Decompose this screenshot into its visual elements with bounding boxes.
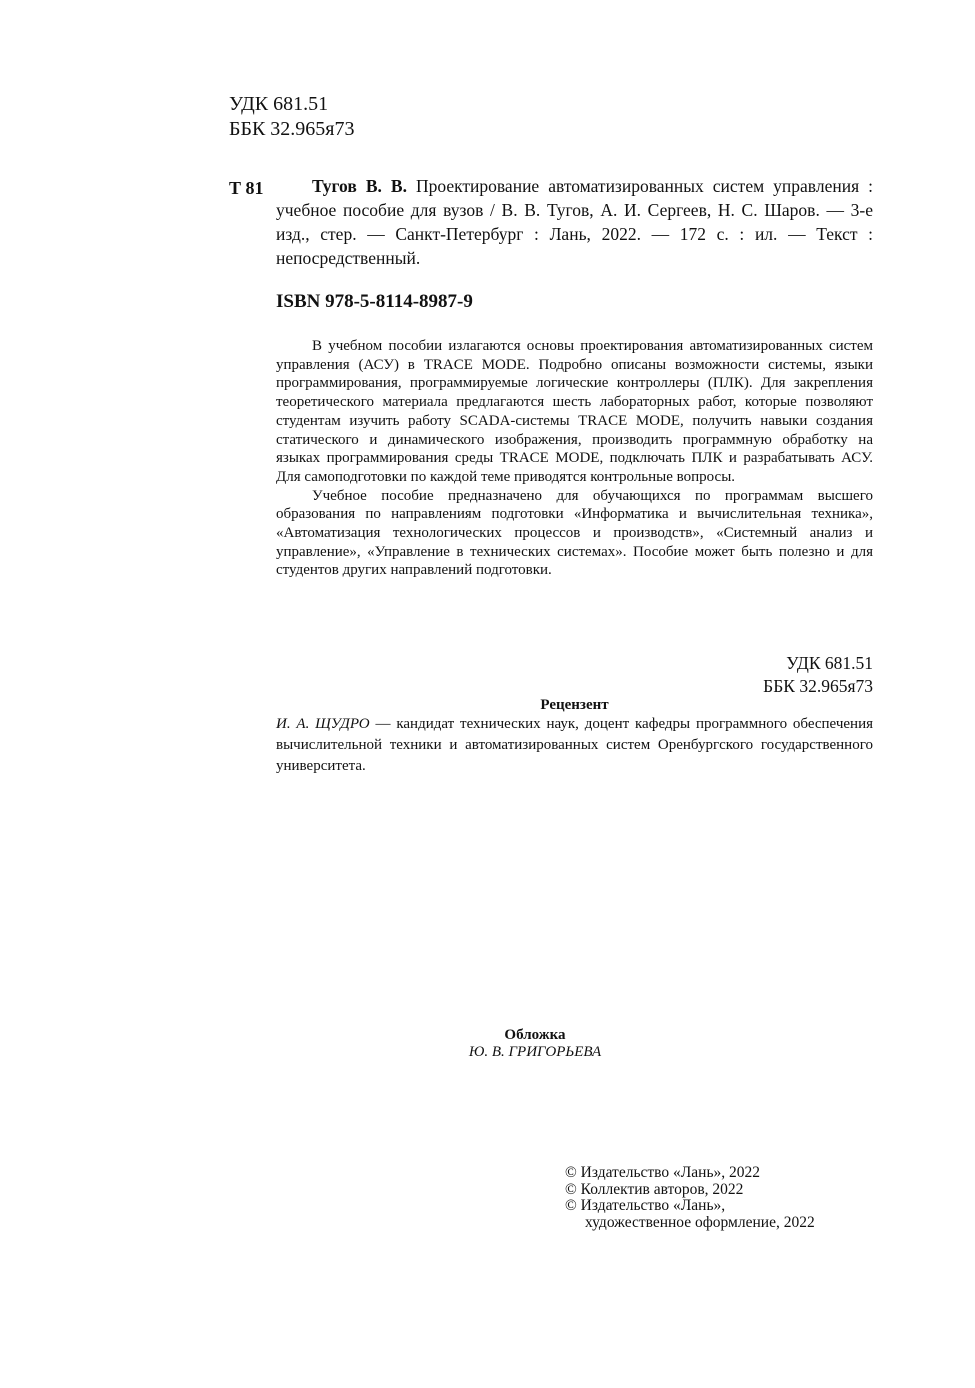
abstract-paragraph: В учебном пособии излагаются основы проектирования автоматизированных систем управления (АСУ) в TRACE MODE. Подробно описаны возможности системы, языки программирования, программируемые логические контроллеры (ПЛК). Для закрепления теоретического материала предлагаются шесть лабораторных работ, которые позволяют студентам изучить работу SCADA-системы TRACE MODE, получить навыки создания статического и динамического изображения, производить программную обработку на языках программирования среды TRACE MODE, подключать ПЛК и разрабатывать АСУ. Для самоподготовки по каждой теме приводятся контрольные вопросы. <box>276 338 873 485</box>
reviewer-name: И. А. ЩУДРО <box>276 716 370 732</box>
author-heading: Тугов В. В. <box>312 176 407 196</box>
reviewer-info <box>276 714 873 777</box>
abstract-paragraph: Учебное пособие предназначено для обучающихся по программам высшего образования по направлениям подготовки «Информатика и вычислительная техника», «Автоматизация технологических процессов и производств», «Системный анализ и управление», «Управление в технических системах». Пособие может быть полезно и для студентов других направлений подготовки. <box>276 487 873 579</box>
copyright-line: © Издательство «Лань», 2022 <box>565 1164 761 1181</box>
bibliographic-record <box>276 174 873 270</box>
bbk-code: ББК 32.965я73 <box>763 676 873 696</box>
top-classification-codes <box>229 92 355 142</box>
reviewer-description: — кандидат технических наук, доцент кафедры программного обеспечения вычислительной техники и автоматизированных систем Оренбургского государственного университета. <box>276 716 873 774</box>
bibliographic-description: Проектирование автоматизированных систем управления : учебное пособие для вузов / В. В. Тугов, А. И. Сергеев, Н. С. Шаров. — 3-е изд., стер. — Санкт-Петербург : Лань, 2022. — 172 с. : ил. — Текст : непосредственный. <box>276 176 874 268</box>
udk-code: УДК 681.51 <box>229 93 329 115</box>
copyright-line: © Коллектив авторов, 2022 <box>565 1180 744 1198</box>
bottom-classification-codes <box>600 652 873 698</box>
copyright-line: © Издательство «Лань», <box>565 1197 726 1214</box>
abstract <box>276 337 873 580</box>
cover-artist: Ю. В. ГРИГОРЬЕВА <box>468 1044 602 1060</box>
reviewer-heading: Рецензент <box>540 697 609 713</box>
cover-heading: Обложка <box>504 1027 566 1043</box>
copyright-line: художественное оформление, 2022 <box>585 1213 815 1231</box>
bbk-code: ББК 32.965я73 <box>229 118 355 140</box>
isbn: ISBN 978-5-8114-8987-9 <box>276 291 473 312</box>
udk-code: УДК 681.51 <box>786 653 873 673</box>
copyright-block <box>565 1165 815 1231</box>
author-cipher: Т 81 <box>229 178 264 198</box>
